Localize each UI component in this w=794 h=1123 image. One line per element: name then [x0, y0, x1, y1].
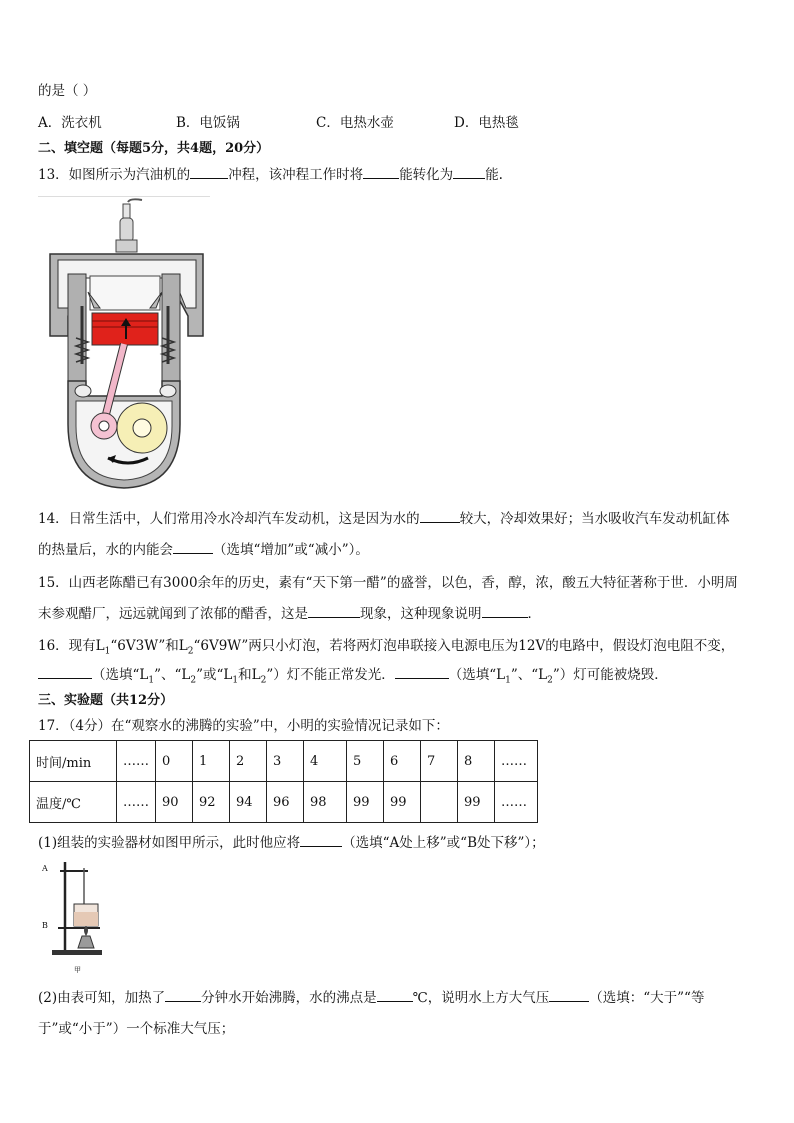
table-cell: 5	[347, 741, 384, 782]
table-cell: 99	[347, 782, 384, 823]
blank	[549, 989, 589, 1002]
table-row	[30, 782, 538, 823]
label-jia: 甲	[74, 966, 81, 974]
q15-line1: 15．山西老陈醋已有3000余年的历史，素有“天下第一醋”的盛誉，以色，香，醇，浓，酸五大特征著称于世．小明周	[38, 575, 738, 591]
table-cell: 1	[193, 741, 230, 782]
blank	[300, 834, 342, 847]
blank	[453, 166, 485, 179]
table-cell	[421, 782, 458, 823]
blank	[173, 541, 213, 554]
table-cell: 96	[267, 782, 304, 823]
blank	[165, 989, 201, 1002]
engine-diagram	[38, 196, 210, 496]
table-cell: 时间/min	[30, 741, 117, 782]
q12-option-c: C．电热水壶	[316, 115, 394, 131]
blank	[38, 666, 92, 679]
table-cell: 94	[230, 782, 267, 823]
q16-line1: 16．现有$L_1“6V3W$”和$L_2“6V9W$”两只小灯泡，若将两灯泡串联接入电源电压为12V的电路中，假设灯泡电阻不变，	[38, 638, 735, 657]
q12-option-d: D．电热毯	[454, 115, 519, 131]
blank	[395, 666, 449, 679]
q14-line1: 14．日常生活中，人们常用冷水冷却汽车发动机，这是因为水的 较大，冷却效果好；当水吸收汽车发动机缸体	[38, 511, 730, 527]
table-cell: 2	[230, 741, 267, 782]
blank	[190, 166, 228, 179]
table-cell: 3	[267, 741, 304, 782]
table-cell: 0	[156, 741, 193, 782]
section3-title: 三、实验题（共12分）	[38, 693, 174, 708]
q14-line2: 的热量后，水的内能会 （选填“增加”或“减小”）。	[38, 542, 369, 558]
q17-part2-line2: 于”或“小于”）一个标准大气压；	[38, 1021, 235, 1037]
q12-tail: 的是（ ）	[38, 83, 97, 99]
section2-title: 二、填空题（每题5分，共4题，20分）	[38, 141, 270, 156]
table-cell: 6	[384, 741, 421, 782]
blank	[308, 605, 360, 618]
q12-option-b: B．电饭锅	[176, 115, 240, 131]
table-cell: ……	[495, 782, 538, 823]
boiling-apparatus-figure	[38, 856, 108, 976]
table-cell: 8	[458, 741, 495, 782]
table-cell: 90	[156, 782, 193, 823]
blank	[420, 510, 460, 523]
table-cell: 99	[384, 782, 421, 823]
blank	[482, 605, 528, 618]
table-cell: ……	[495, 741, 538, 782]
q12-option-a: A．洗衣机	[38, 115, 102, 131]
q17-part2-line1: (2)由表可知，加热了 分钟水开始沸腾，水的沸点是 ℃，说明水上方大气压 （选填：“大于”“等	[38, 990, 705, 1006]
q17-part1: (1)组装的实验器材如图甲所示，此时他应将 （选填“A处上移”或“B处下移”）；	[38, 835, 545, 851]
label-a: A	[42, 864, 48, 873]
table-row	[30, 741, 538, 782]
q15-line2: 末参观醋厂，远远就闻到了浓郁的醋香，这是 现象，这种现象说明 ．	[38, 606, 541, 622]
table-cell: 4	[304, 741, 347, 782]
table-cell: ……	[117, 782, 156, 823]
label-b: B	[42, 921, 48, 930]
table-cell: 98	[304, 782, 347, 823]
q16-line2: （选填“$L_1$”、“$L_2$”或“$L_1$和$L_2$”）灯不能正常发光． （选填“$L_1$”、“$L_2$”）灯可能被烧毁．	[38, 666, 668, 690]
table-cell: 99	[458, 782, 495, 823]
blank	[377, 989, 413, 1002]
record-table	[29, 740, 538, 823]
table-cell: 温度/℃	[30, 782, 117, 823]
table-cell: 92	[193, 782, 230, 823]
q13-text: 13．如图所示为汽油机的 冲程，该冲程工作时将 能转化为 能.	[38, 167, 503, 183]
table-cell: ……	[117, 741, 156, 782]
q17-intro: 17．（4分）在“观察水的沸腾的实验”中，小明的实验情况记录如下：	[38, 718, 449, 734]
table-cell: 7	[421, 741, 458, 782]
blank	[363, 166, 399, 179]
